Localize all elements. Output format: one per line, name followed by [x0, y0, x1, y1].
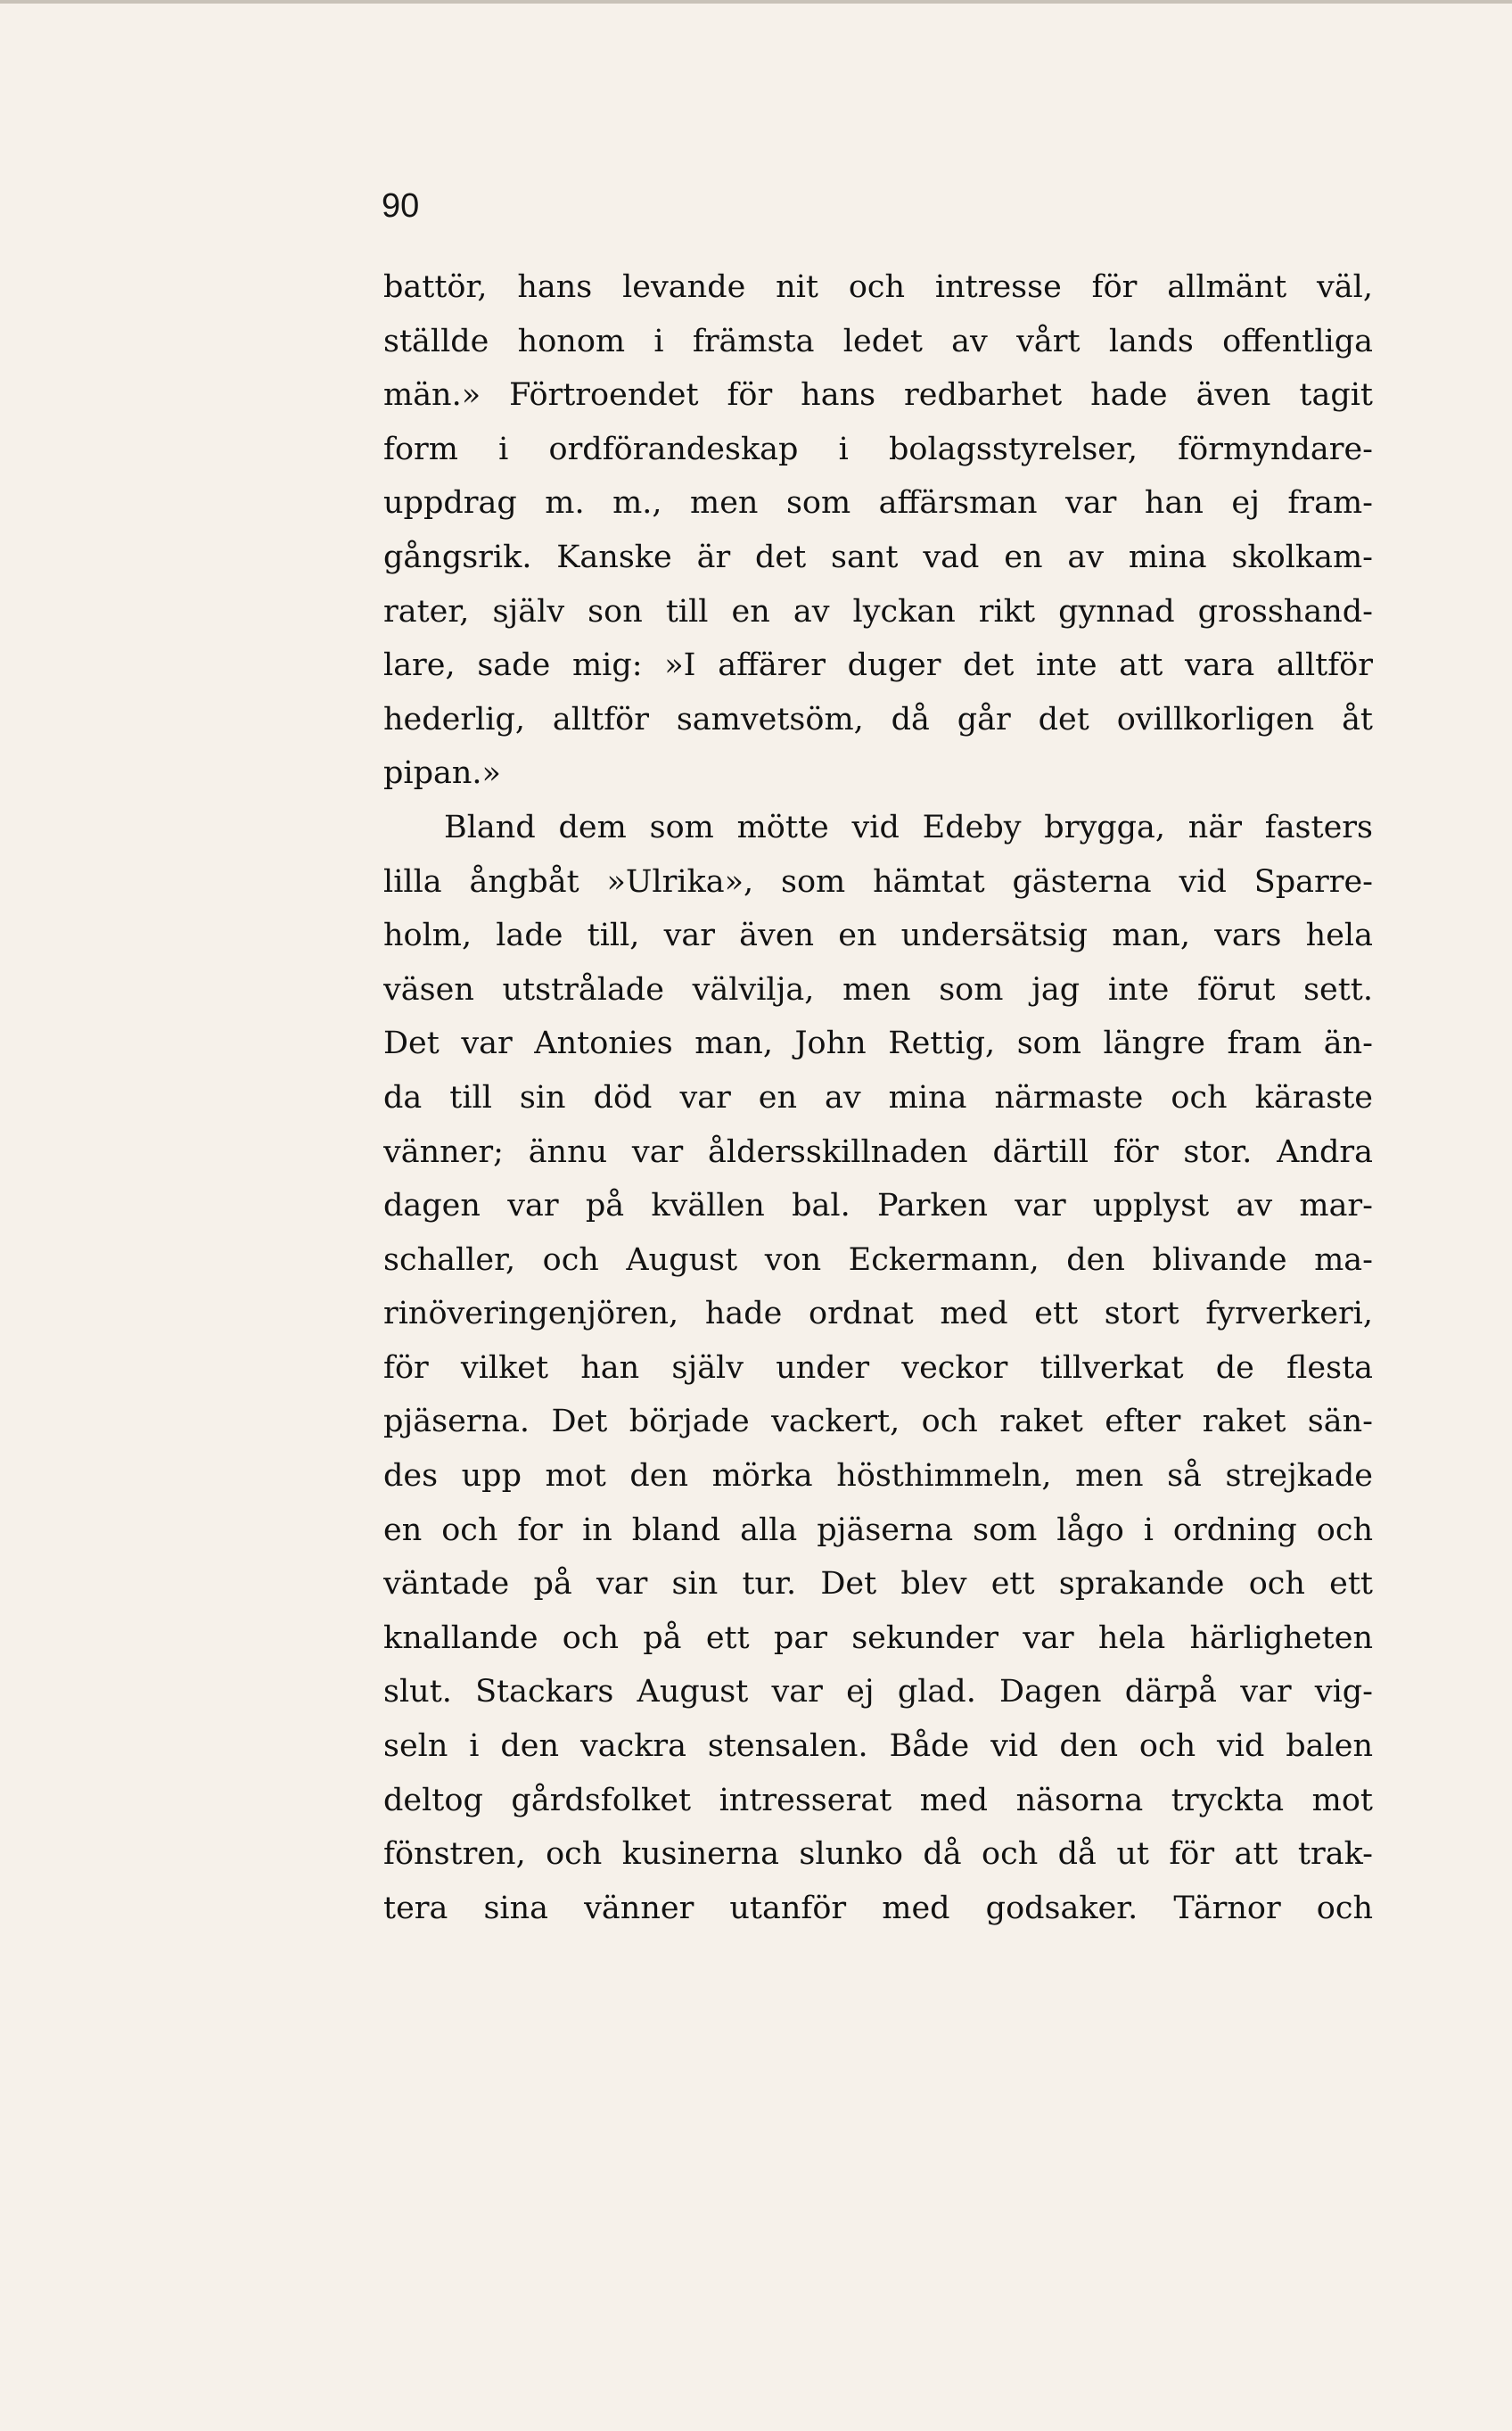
text-line: lare, sade mig: »I affärer duger det inte att vara alltför: [383, 647, 1373, 684]
text-line: da till sin död var en av mina närmaste och käraste: [383, 1079, 1373, 1116]
text-line: schaller, och August von Eckermann, den blivande ma-: [383, 1241, 1373, 1278]
text-line: fönstren, och kusinerna slunko då och då ut för att trak-: [383, 1836, 1373, 1873]
text-line: väsen utstrålade välvilja, men som jag inte förut sett.: [383, 971, 1373, 1008]
text-line: Det var Antonies man, John Rettig, som längre fram än-: [383, 1026, 1373, 1062]
text-line: vänner; ännu var åldersskillnaden därtill för stor. Andra: [383, 1133, 1373, 1170]
text-line: pipan.»: [383, 755, 501, 792]
text-line: män.» Förtroendet för hans redbarhet hade även tagit: [383, 377, 1373, 414]
text-line: deltog gårdsfolket intresserat med näsorna tryckta mot: [383, 1782, 1373, 1818]
text-line: uppdrag m. m., men som affärsman var han ej fram-: [383, 485, 1373, 522]
text-line: pjäserna. Det började vackert, och raket efter raket sän-: [383, 1404, 1373, 1440]
text-line: dagen var på kvällen bal. Parken var upplyst av mar-: [383, 1188, 1373, 1224]
text-line: battör, hans levande nit och intresse för allmänt väl,: [383, 269, 1373, 305]
text-line: Bland dem som mötte vid Edeby brygga, när fasters: [444, 809, 1373, 845]
text-line: knallande och på ett par sekunder var hela härligheten: [383, 1619, 1373, 1656]
page-number: 90: [382, 187, 420, 225]
text-line: slut. Stackars August var ej glad. Dagen därpå var vig-: [383, 1674, 1373, 1710]
text-line: en och for in bland alla pjäserna som lågo i ordning och: [383, 1512, 1373, 1548]
text-line: hederlig, alltför samvetsöm, då går det ovillkorligen åt: [383, 701, 1373, 738]
text-line: ställde honom i främsta ledet av vårt lands offentliga: [383, 323, 1373, 359]
text-line: holm, lade till, var även en undersätsig man, vars hela: [383, 918, 1373, 954]
text-line: väntade på var sin tur. Det blev ett sprakande och ett: [383, 1566, 1373, 1603]
text-line: gångsrik. Kanske är det sant vad en av mina skolkam-: [383, 539, 1373, 575]
body-text: [383, 260, 1373, 1935]
text-line: seln i den vackra stensalen. Både vid den och vid balen: [383, 1728, 1373, 1765]
text-line: rinöveringenjören, hade ordnat med ett stort fyrverkeri,: [383, 1296, 1373, 1332]
text-line: för vilket han själv under veckor tillverkat de flesta: [383, 1349, 1373, 1386]
text-line: lilla ångbåt »Ulrika», som hämtat gästerna vid Sparre-: [383, 863, 1373, 900]
text-line: des upp mot den mörka hösthimmeln, men så strejkade: [383, 1458, 1373, 1495]
page-top-edge: [0, 0, 1512, 4]
text-line: rater, själv son till en av lyckan rikt gynnad grosshand-: [383, 593, 1373, 630]
text-line: form i ordförandeskap i bolagsstyrelser, förmyndare-: [383, 431, 1373, 467]
text-line: tera sina vänner utanför med godsaker. Tärnor och: [383, 1890, 1373, 1926]
